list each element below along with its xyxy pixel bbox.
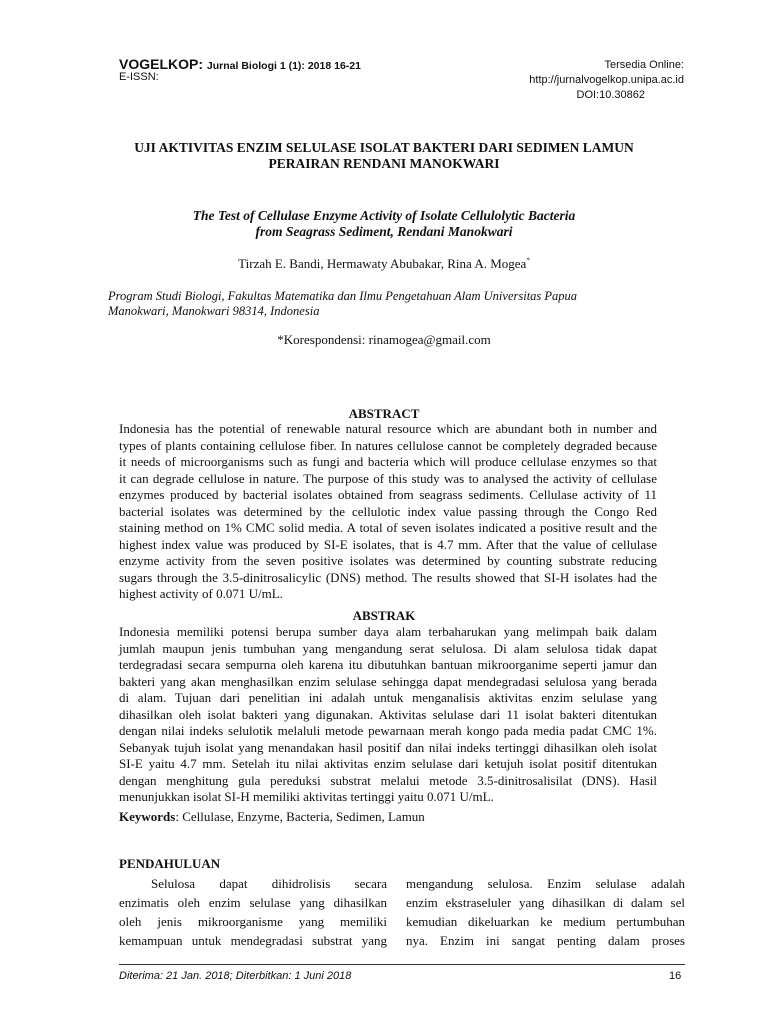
intro-left-line: oleh jenis mikroorganisme yang memiliki (119, 914, 387, 929)
journal-detail: Jurnal Biologi 1 (1): 2018 16-21 (206, 60, 361, 72)
abstract-line: staining method on 1% CMC solid media. A total of seven isolates indicated a positive result and the (119, 520, 657, 535)
abstrak-line: dengan nilai indeks selulotik melaluli metode pewarnaan merah kongo pada media padat CMC 1%. (119, 723, 657, 738)
abstrak-line: di alam. Tujuan dari penelitian ini adalah untuk menganalisis aktivitas enzim selulase yang (119, 690, 657, 705)
abstract-line: enzymes produced by bacterial isolates obtained from seagrass sediments. Cellulase activity of 11 (119, 487, 657, 502)
intro-right-line: mengandung selulosa. Enzim selulase adalah (406, 876, 685, 891)
abstract-line: bacterial isolates was determined by the cellulotic index value passing through the Congo Red (119, 503, 657, 519)
footer-rule (119, 964, 685, 965)
abstract-line: highest index value was produced by SI-E isolates, that is 4.7 mm. After that the value of cellulase (119, 536, 657, 552)
title-indonesian-line-2: PERAIRAN RENDANI MANOKWARI (268, 156, 500, 171)
intro-right-line: enzim ekstraseluler yang dihasilkan di dalam sel (406, 895, 685, 910)
correspondence: *Korespondensi: rinamogea@gmail.com (277, 332, 491, 347)
doi-label: DOI:10.30862 (576, 89, 645, 101)
intro-right-line: nya. Enzim ini sangat penting dalam proses (406, 933, 685, 948)
title-indonesian-line-1: UJI AKTIVITAS ENZIM SELULASE ISOLAT BAKTERI DARI SEDIMEN LAMUN (134, 140, 634, 155)
abstrak-line: terdegradasi secara sempurna oleh karena itu dibutuhkan bantuan mikroorganime seperti jamur dan (119, 657, 657, 672)
keywords-label: Keywords (119, 809, 176, 824)
abstract-line: Indonesia has the potential of renewable natural resource which are abundant both in number and (119, 421, 657, 436)
abstract-line: types of plants containing cellulose fiber. In natures cellulose cannot be completely degraded because (119, 437, 657, 453)
abstract-heading: ABSTRACT (348, 406, 420, 421)
abstrak-heading: ABSTRAK (352, 608, 416, 623)
abstrak-line: dihasilkan oleh isolat bakteri yang digunakan. Aktivitas selulase dari 11 isolat bakteri ditentukan (119, 706, 657, 722)
journal-url-link[interactable]: http://jurnalvogelkop.unipa.ac.id (529, 74, 684, 86)
abstrak-line: jumlah maupun jenis tumbuhan yang mengandung serat selulosa. Di alam selulosa tidak dapat (119, 640, 657, 656)
authors (0, 256, 768, 272)
abstract-line: it can degrade cellulose in nature. The purpose of this study was to analysed the activity of cellulase (119, 470, 657, 486)
intro-heading: PENDAHULUAN (119, 856, 221, 871)
keywords (119, 809, 425, 825)
abstrak-line: dengan menghitung gula pereduksi substrat melalui metode 3.5-dinitrosalisilat (DNS). Hasil (119, 772, 657, 788)
title-english-line-2: from Seagrass Sediment, Rendani Manokwari (255, 224, 513, 239)
journal-name: VOGELKOP: (119, 56, 204, 72)
abstrak-line: menunjukkan isolat SI-H memiliki aktivitas tertinggi yaitu 0.071 U/mL. (119, 789, 494, 804)
affiliation-line-2: Manokwari, Manokwari 98314, Indonesia (108, 304, 320, 318)
available-online-label: Tersedia Online: (604, 59, 684, 71)
affiliation-line-1: Program Studi Biologi, Fakultas Matematika dan Ilmu Pengetahuan Alam Universitas Papua (108, 289, 578, 303)
keywords-separator: : (175, 809, 179, 824)
page-number: 16 (669, 970, 682, 982)
abstract-line: it needs of microorganisms such as fungi and bacteria which will produce cellulase enzymes so that (119, 454, 657, 469)
keywords-text: Cellulase, Enzyme, Bacteria, Sedimen, Lamun (182, 809, 425, 824)
abstract-line: enzyme activity from the seven positive isolates was determined by counting substrate reducing (119, 553, 657, 568)
abstrak-line: bakteri yang akan menghasilkan enzim selulase sehingga dapat mendegradasi selulosa yang berada (119, 673, 657, 689)
footer-dates: Diterima: 21 Jan. 2018; Diterbitkan: 1 Juni 2018 (119, 970, 352, 982)
abstract-line: sugars through the 3.5-dinitrosalicylic (DNS) method. The results showed that SI-H isolates had the (119, 569, 657, 585)
title-english-line-1: The Test of Cellulase Enzyme Activity of Isolate Cellulolytic Bacteria (192, 208, 576, 223)
corresponding-mark: * (526, 256, 530, 265)
journal-header (119, 56, 361, 72)
intro-left-line: Selulosa dapat dihidrolisis secara (151, 876, 387, 891)
intro-left-line: enzimatis oleh enzim selulase yang dihasilkan (119, 895, 387, 910)
abstract-line: highest activity of 0.071 U/mL. (119, 586, 283, 601)
author-list: Tirzah E. Bandi, Hermawaty Abubakar, Rina A. Mogea (238, 256, 527, 271)
abstrak-line: Sebanyak tujuh isolat yang menandakan hasil positif dan nilai indeks tertinggi dihasilkan oleh isolat (119, 739, 657, 755)
intro-left-line: kemampuan untuk mendegradasi substrat yang (119, 933, 387, 948)
abstrak-line: Indonesia memiliki potensi berupa sumber daya alam terbaharukan yang melimpah baik dalam (119, 624, 657, 639)
abstrak-line: SI-E yaitu 4.7 mm. Setelah itu nilai aktivitas enzim selulase dari ketujuh isolat positif ditentukan (119, 756, 657, 771)
intro-right-line: kemudian dikeluarkan ke medium pertumbuhan (406, 914, 685, 929)
eissn-label: E-ISSN: (119, 71, 159, 83)
